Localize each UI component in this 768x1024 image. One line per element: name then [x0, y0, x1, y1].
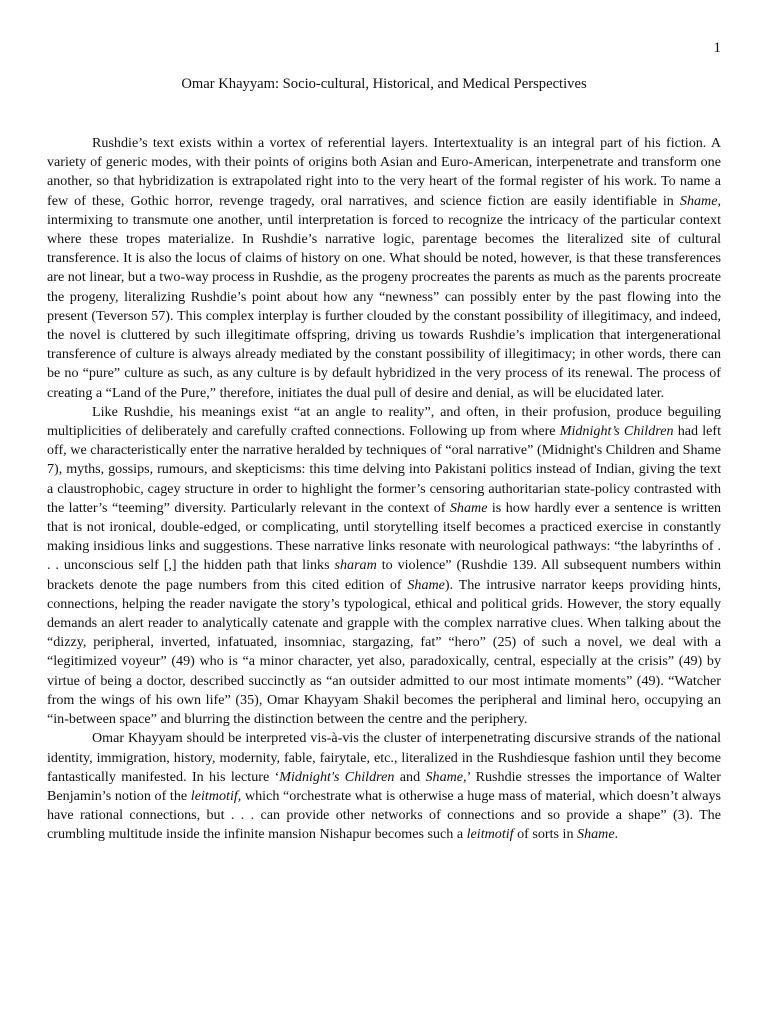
text-run: to violence” (Rushdie 139. All subsequent numbers within brackets denote the page numbers from this cited edition of: [47, 557, 721, 593]
italic-title-run: Shame: [449, 499, 488, 516]
text-run: of sorts in: [513, 826, 578, 843]
text-run: ). The intrusive narrator keeps providing hints, connections, helping the reader navigate the story’s typological, ethical and political grids. However, the story equally demands an alert reader to analytically catenate and grapple with the complex narrative clues. When talking about the “dizzy, peripheral, inverted, infatuated, insomniac, stargazing, fat” “hero” (25) of such a novel, we deal with a “legitimized voyeur” (49) who is “a minor character, yet also, paradoxically, central, especially at the crisis” (49) by virtue of being a doctor, described succinctly as “an outsider admitted to our most intimate moments” (49). “Watcher from the wings of his own life” (35), Omar Khayyam Shakil becomes the peripheral and liminal hero, occupying an “in-between space” and blurring the distinction between the centre and the periphery.: [47, 576, 721, 728]
text-run: Rushdie’s text exists within a vortex of referential layers. Intertextuality is an integral part of his fiction. A variety of generic modes, with their points of origins both Asian and Euro-American, interpenetrate and transform one another, so that hybridization is extrapolated right into to the very heart of the formal register of his work. To name a few of these, Gothic horror, revenge tragedy, oral narratives, and science fiction are easily identifiable in: [47, 135, 721, 209]
paragraph-2: [47, 403, 721, 729]
italic-title-run: Shame: [407, 576, 445, 593]
text-run: and: [394, 768, 426, 785]
text-run: , intermixing to transmute one another, until interpretation is forced to recognize the intricacy of the particular context where these tropes materialize. In Rushdie’s narrative logic, parentage becomes the literalized site of cultural transference. It is also the locus of claims of history on one. What should be noted, however, is that these transferences are not linear, but a two-way process in Rushdie, as the progeny procreates the parents as much as the parents procreate the progeny, literalizing Rushdie’s point about how any “newness” can possibly enter by the past flowing into the present (Teverson 57). This complex interplay is further clouded by the constant possibility of illegitimacy, and indeed, the novel is cluttered by such illegitimate offspring, driving us towards Rushdie’s implication that intergenerational transference of culture is always already mediated by the constant possibility of illegitimacy; in other words, there can be no “pure” culture as such, as any culture is by default hybridized in the very process of its renewal. The process of creating a “Land of the Pure,” therefore, initiates the dual pull of desire and denial, as will be elucidated later.: [47, 192, 721, 401]
text-run: which “orchestrate what is otherwise a huge mass of material, which doesn’t always have rational connections, but . . . can provide other networks of connections and so provide a shape” (3). The crumbling multitude inside the infinite mansion Nishapur becomes such a: [47, 787, 721, 843]
text-run: ’ Rushdie stresses the importance of Walter Benjamin’s notion of the: [47, 768, 721, 804]
italic-title-run: Midnight's Children: [279, 768, 395, 785]
italic-title-run: sharam: [334, 557, 377, 574]
italic-title-run: leitmotif: [466, 826, 514, 843]
text-run: is how hardly ever a sentence is written that is not ironical, double-edged, or complicating, until storytelling itself becomes a practiced exercise in constantly making insidious links and suggestions. These narrative links resonate with neurological pathways: “the labyrinths of . . . unconscious self [,] the hidden path that links: [47, 499, 721, 574]
text-run: Omar Khayyam should be interpreted vis-à-vis the cluster of interpenetrating discursive strands of the national identity, immigration, history, modernity, fable, fairytale, etc., literalized in the Rushdiesque fashion until they become fantastically manifested. In his lecture ‘: [47, 730, 721, 785]
body-text: [47, 134, 721, 845]
italic-title-run: Shame: [679, 192, 718, 209]
page-number: 1: [713, 40, 721, 56]
paragraph-1: [47, 134, 721, 403]
paragraph-3: [47, 729, 721, 844]
italic-title-run: Shame: [577, 826, 615, 843]
text-run: Like Rushdie, his meanings exist “at an angle to reality”, and often, in their profusion, produce beguiling multiplicities of deliberately and carefully crafted connections. Following up from where: [47, 403, 721, 440]
italic-title-run: Midnight’s Children: [559, 423, 674, 440]
text-run: .: [614, 826, 619, 843]
page-title: Omar Khayyam: Socio-cultural, Historical, and Medical Perspectives: [181, 76, 587, 92]
italic-title-run: Shame,: [425, 768, 467, 785]
text-run: had left off, we characteristically enter the narrative heralded by techniques of “oral narrative” (Midnight's Children and Shame 7), myths, gossips, rumours, and skepticisms: this time delving into Pakistani politics instead of Indian, giving the text a claustrophobic, cagey structure in order to highlight the former’s censoring authoritarian state-policy contrasted with the latter’s “teeming” diversity. Particularly relevant in the context of: [47, 423, 721, 516]
italic-title-run: leitmotif,: [190, 787, 242, 804]
